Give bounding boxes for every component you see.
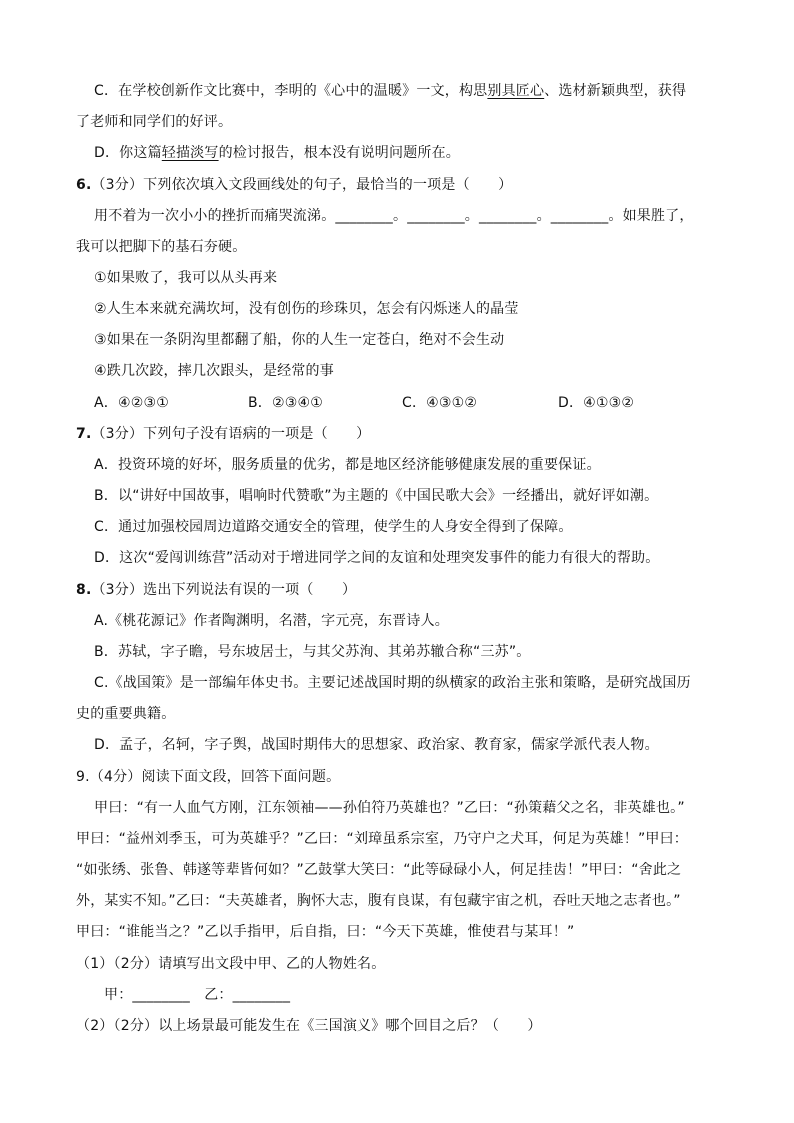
question-7-option-d xyxy=(94,548,659,568)
question-6-passage-line2 xyxy=(76,237,246,257)
question-9-passage-line5 xyxy=(76,922,574,942)
text-segment: “如张绣、张鲁、韩遂等辈皆何如？”乙鼓掌大笑曰：“此等碌碌小人，何足挂齿！”甲曰：“舍此之 xyxy=(76,862,682,878)
question-6-passage-line1 xyxy=(94,206,694,226)
question-8-option-d xyxy=(94,735,659,755)
question-9-answer-blanks xyxy=(104,985,290,1005)
text-segment: C．在学校创新作文比赛中，李明的《心中的温暖》一文，构思 xyxy=(94,83,488,99)
question-7-option-c xyxy=(94,517,573,537)
text-segment: 的检讨报告，根本没有说明问题所在。 xyxy=(218,145,460,161)
question-6-option-d: D．④①③② xyxy=(558,395,635,411)
question-8-stem xyxy=(76,580,356,600)
question-7-option-b xyxy=(94,486,658,506)
question-6-sentence-2 xyxy=(94,299,519,319)
text-segment: 、选材新颖典型，获得 xyxy=(544,83,687,99)
text-segment: 8. xyxy=(76,582,92,598)
text-segment: 甲曰：“有一人血气方刚，江东领袖——孙伯符乃英雄也？”乙曰：“孙策藉父之名，非英雄也。” xyxy=(94,800,685,816)
option-5c-line1 xyxy=(94,81,686,101)
question-9-passage-line3 xyxy=(76,860,681,880)
question-8-option-c-line2 xyxy=(76,704,175,724)
question-6-sentence-3 xyxy=(94,330,504,350)
question-9-subquestion-2 xyxy=(76,1016,542,1036)
text-segment: 7. xyxy=(76,426,92,442)
question-6-option-c: C．④③①② xyxy=(402,395,478,411)
text-segment: 了老师和同学们的好评。 xyxy=(76,114,233,130)
text-segment: ③如果在一条阴沟里都翻了船，你的人生一定苍白，绝对不会生动 xyxy=(94,332,505,348)
text-segment: 甲：________ 乙：________ xyxy=(104,987,291,1003)
text-segment: 用不着为一次小小的挫折而痛哭流涕。________。________。________。________。如果胜了， xyxy=(94,208,694,224)
question-8-option-a xyxy=(94,611,449,631)
text-segment: 外，某实不知。”乙曰：“夫英雄者，胸怀大志，腹有良谋，有包藏宇宙之机，吞吐天地之志者也。” xyxy=(76,893,681,909)
option-5d xyxy=(94,143,460,163)
text-segment: （3分）下列句子没有语病的一项是（ ） xyxy=(91,426,371,442)
text-segment: D．你这篇 xyxy=(94,145,162,161)
text-segment: 史的重要典籍。 xyxy=(76,706,176,722)
text-segment: 轻描淡写 xyxy=(161,145,219,161)
question-8-option-b xyxy=(94,642,531,662)
question-9-stem xyxy=(76,767,340,787)
question-6-sentence-1 xyxy=(94,268,277,288)
question-6-stem xyxy=(76,175,512,195)
text-segment: D．孟子，名轲，字子舆，战国时期伟大的思想家、政治家、教育家，儒家学派代表人物。 xyxy=(94,737,659,753)
question-9-passage-line4 xyxy=(76,891,681,911)
text-segment: 甲曰：“益州刘季玉，可为英雄乎？”乙曰：“刘璋虽系宗室，乃守户之犬耳，何足为英雄！”甲曰： xyxy=(76,831,689,847)
text-segment: （2）（2分）以上场景最可能发生在《三国演义》哪个回目之后？（ ） xyxy=(76,1018,542,1034)
text-segment: （3分）下列依次填入文段画线处的句子，最恰当的一项是（ ） xyxy=(91,177,513,193)
text-segment: C.《战国策》是一部编年体史书。主要记述战国时期的纵横家的政治主张和策略，是研究战国历 xyxy=(94,675,691,691)
text-segment: 我可以把脚下的基石夯硬。 xyxy=(76,239,247,255)
question-7-option-a xyxy=(94,455,601,475)
text-segment: C．通过加强校园周边道路交通安全的管理，使学生的人身安全得到了保障。 xyxy=(94,519,573,535)
text-segment: 甲曰：“谁能当之？”乙以手指甲，后自指，曰：“今天下英雄，惟使君与某耳！” xyxy=(76,924,575,940)
question-8-option-c-line1 xyxy=(94,673,691,693)
text-segment: 9.（4分）阅读下面文段，回答下面问题。 xyxy=(76,769,341,785)
text-segment: D．这次“爱闯训练营”活动对于增进同学之间的友谊和处理突发事件的能力有很大的帮助。 xyxy=(94,550,660,566)
text-segment: （3分）选出下列说法有误的一项（ ） xyxy=(91,582,357,598)
text-segment: A．投资环境的好坏，服务质量的优劣，都是地区经济能够健康发展的重要保证。 xyxy=(94,457,601,473)
text-segment: A.《桃花源记》作者陶渊明，名潜，字元亮，东晋诗人。 xyxy=(94,613,449,629)
text-segment: ②人生本来就充满坎坷，没有创伤的珍珠贝，怎会有闪烁迷人的晶莹 xyxy=(94,301,519,317)
text-segment: B．以“讲好中国故事，唱响时代赞歌”为主题的《中国民歌大会》一经播出，就好评如潮。 xyxy=(94,488,659,504)
question-7-stem xyxy=(76,424,370,444)
question-9-passage-line1 xyxy=(94,798,685,818)
option-5c-line2 xyxy=(76,112,232,132)
question-9-passage-line2 xyxy=(76,829,688,849)
question-9-subquestion-1 xyxy=(76,954,385,974)
text-segment: ①如果败了，我可以从头再来 xyxy=(94,270,278,286)
text-segment: 6. xyxy=(76,177,92,193)
question-6-sentence-4 xyxy=(94,361,334,381)
text-segment: 别具匠心 xyxy=(487,83,545,99)
text-segment: ④跌几次跤，摔几次跟头，是经常的事 xyxy=(94,363,334,379)
text-segment: （1）（2分）请填写出文段中甲、乙的人物姓名。 xyxy=(76,956,386,972)
question-6-option-a: A．④②③① xyxy=(94,395,169,411)
text-segment: B．苏轼，字子瞻，号东坡居士，与其父苏洵、其弟苏辙合称“三苏”。 xyxy=(94,644,531,660)
question-6-option-b: B．②③④① xyxy=(248,395,324,411)
